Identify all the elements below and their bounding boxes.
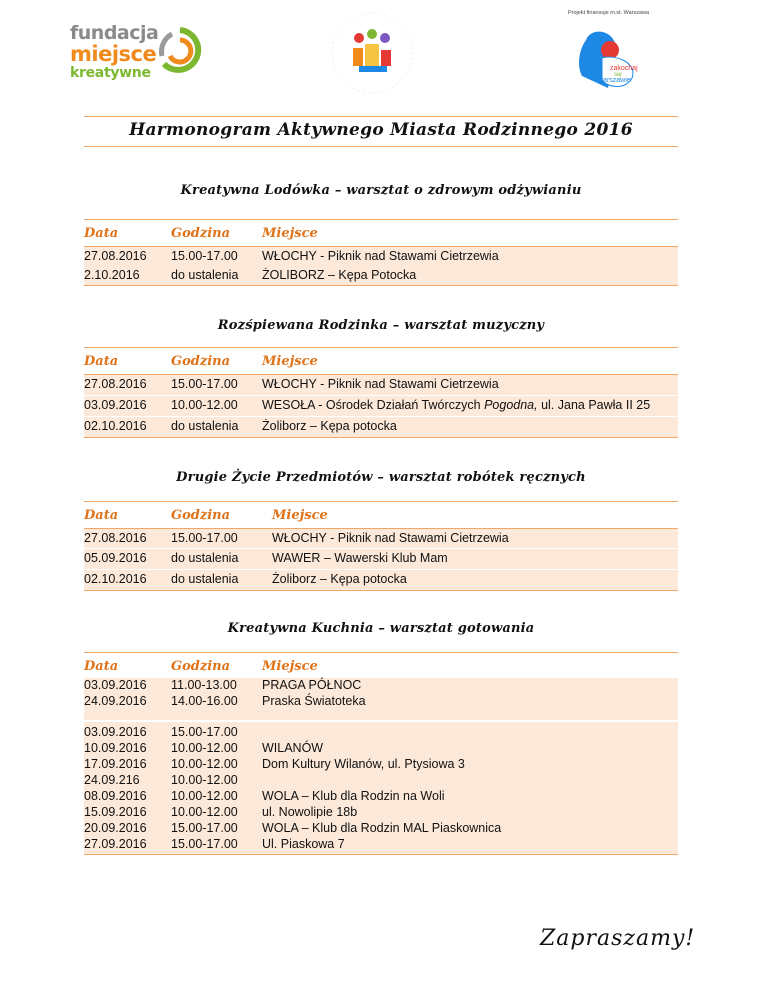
logo-line-1: fundacja [70, 22, 159, 44]
header-date: Data [84, 508, 119, 523]
table-row: 05.09.2016 do ustalenia WAWER – Wawerski Klub Mam [84, 548, 678, 569]
table-row: 27.08.2016 15.00-17.00 WŁOCHY - Piknik nad Stawami Cietrzewia [84, 529, 678, 548]
table-header [84, 219, 678, 247]
header-date: Data [84, 226, 119, 241]
list-item: 08.09.2016 [84, 789, 147, 803]
kuchnia-block-wilanow-wola [84, 722, 678, 855]
list-item: 15.00-17.00 [171, 725, 238, 739]
section-title: Kreatywna Kuchnia – warsztat gotowania [227, 621, 535, 636]
table-header [84, 652, 678, 680]
page-title: Harmonogram Aktywnego Miasta Rodzinnego 2016 [129, 120, 633, 140]
table-row: 27.08.2016 15.00-17.00 WŁOCHY - Piknik nad Stawami Cietrzewia [84, 247, 678, 266]
list-item: WOLA – Klub dla Rodzin MAL Piaskownica [262, 821, 502, 835]
list-item: 03.09.2016 [84, 725, 147, 739]
header-place: Miejsce [262, 354, 318, 369]
list-item: 10.00-12.00 [171, 757, 238, 771]
header-time: Godzina [171, 508, 231, 523]
list-item: 24.09.216 [84, 773, 140, 787]
list-item: 03.09.2016 [84, 678, 147, 692]
list-item: WOLA – Klub dla Rodzin na Woli [262, 789, 445, 803]
list-item: 15.00-17.00 [171, 821, 238, 835]
list-item: 11.00-13.00 [171, 678, 237, 692]
list-item: PRAGA PÓŁNOC [262, 678, 362, 692]
schedule-table [84, 501, 678, 591]
list-item: WILANÓW [262, 741, 324, 755]
logo-rings-icon [158, 26, 202, 76]
header-place: Miejsce [272, 508, 328, 523]
table-header [84, 501, 678, 529]
schedule-table [84, 652, 678, 680]
title-rule-top [84, 116, 678, 117]
schedule-table [84, 347, 678, 438]
list-item: Praska Światoteka [262, 694, 366, 708]
list-item: ul. Nowolipie 18b [262, 805, 358, 819]
zakochaj-sie-logo [568, 10, 668, 98]
list-item: 15.00-17.00 [171, 837, 238, 851]
logo-line-2: miejsce [70, 42, 157, 66]
list-item: 10.00-12.00 [171, 773, 238, 787]
closing-text: Zapraszamy! [540, 926, 696, 951]
list-item: 10.09.2016 [84, 741, 147, 755]
section-title: Rozśpiewana Rodzinka – warsztat muzyczny [217, 318, 545, 333]
list-item: 10.00-12.00 [171, 789, 238, 803]
header-time: Godzina [171, 354, 231, 369]
kuchnia-block-praga [84, 678, 678, 720]
section-title: Drugie Życie Przedmiotów – warsztat robótek ręcznych [176, 470, 586, 485]
table-header [84, 347, 678, 375]
title-rule-bottom [84, 146, 678, 147]
svg-text:zakochaj: zakochaj [610, 65, 638, 72]
header-date: Data [84, 659, 119, 674]
table-row: 27.08.2016 15.00-17.00 WŁOCHY - Piknik nad Stawami Cietrzewia [84, 375, 678, 395]
list-item: 10.00-12.00 [171, 741, 238, 755]
table-row: 02.10.2016 do ustalenia Żoliborz – Kępa potocka [84, 569, 678, 591]
svg-text:warszawie: warszawie [598, 77, 631, 84]
list-item: 10.00-12.00 [171, 805, 238, 819]
header-place: Miejsce [262, 659, 318, 674]
table-row: 02.10.2016 do ustalenia Żoliborz – Kępa potocka [84, 416, 678, 438]
list-item: 20.09.2016 [84, 821, 147, 835]
list-item: 24.09.2016 [84, 694, 147, 708]
header-place: Miejsce [262, 226, 318, 241]
header-date: Data [84, 354, 119, 369]
section-title: Kreatywna Lodówka – warsztat o zdrowym odżywianiu [180, 183, 582, 198]
header-time: Godzina [171, 659, 231, 674]
list-item: 15.09.2016 [84, 805, 147, 819]
header-time: Godzina [171, 226, 231, 241]
list-item: 14.00-16.00 [171, 694, 238, 708]
list-item: 17.09.2016 [84, 757, 147, 771]
list-item: Ul. Piaskowa 7 [262, 837, 345, 851]
fundacja-logo [70, 22, 200, 82]
aktywne-miasto-logo [329, 10, 415, 96]
table-row: 03.09.2016 10.00-12.00 WESOŁA - Ośrodek Działań Twórczych Pogodna, ul. Jana Pawła II 25 [84, 395, 678, 416]
sponsor-caption: Projekt finansuje m.st. Warszawa [568, 10, 650, 16]
list-item: 27.09.2016 [84, 837, 147, 851]
svg-text:się: się [614, 72, 622, 78]
heart-badge-icon [568, 18, 668, 98]
table-row: 2.10.2016 do ustalenia ŻOLIBORZ – Kępa Potocka [84, 266, 678, 286]
schedule-table [84, 219, 678, 286]
logo-line-3: kreatywne [70, 65, 151, 81]
list-item: Dom Kultury Wilanów, ul. Ptysiowa 3 [262, 757, 465, 771]
